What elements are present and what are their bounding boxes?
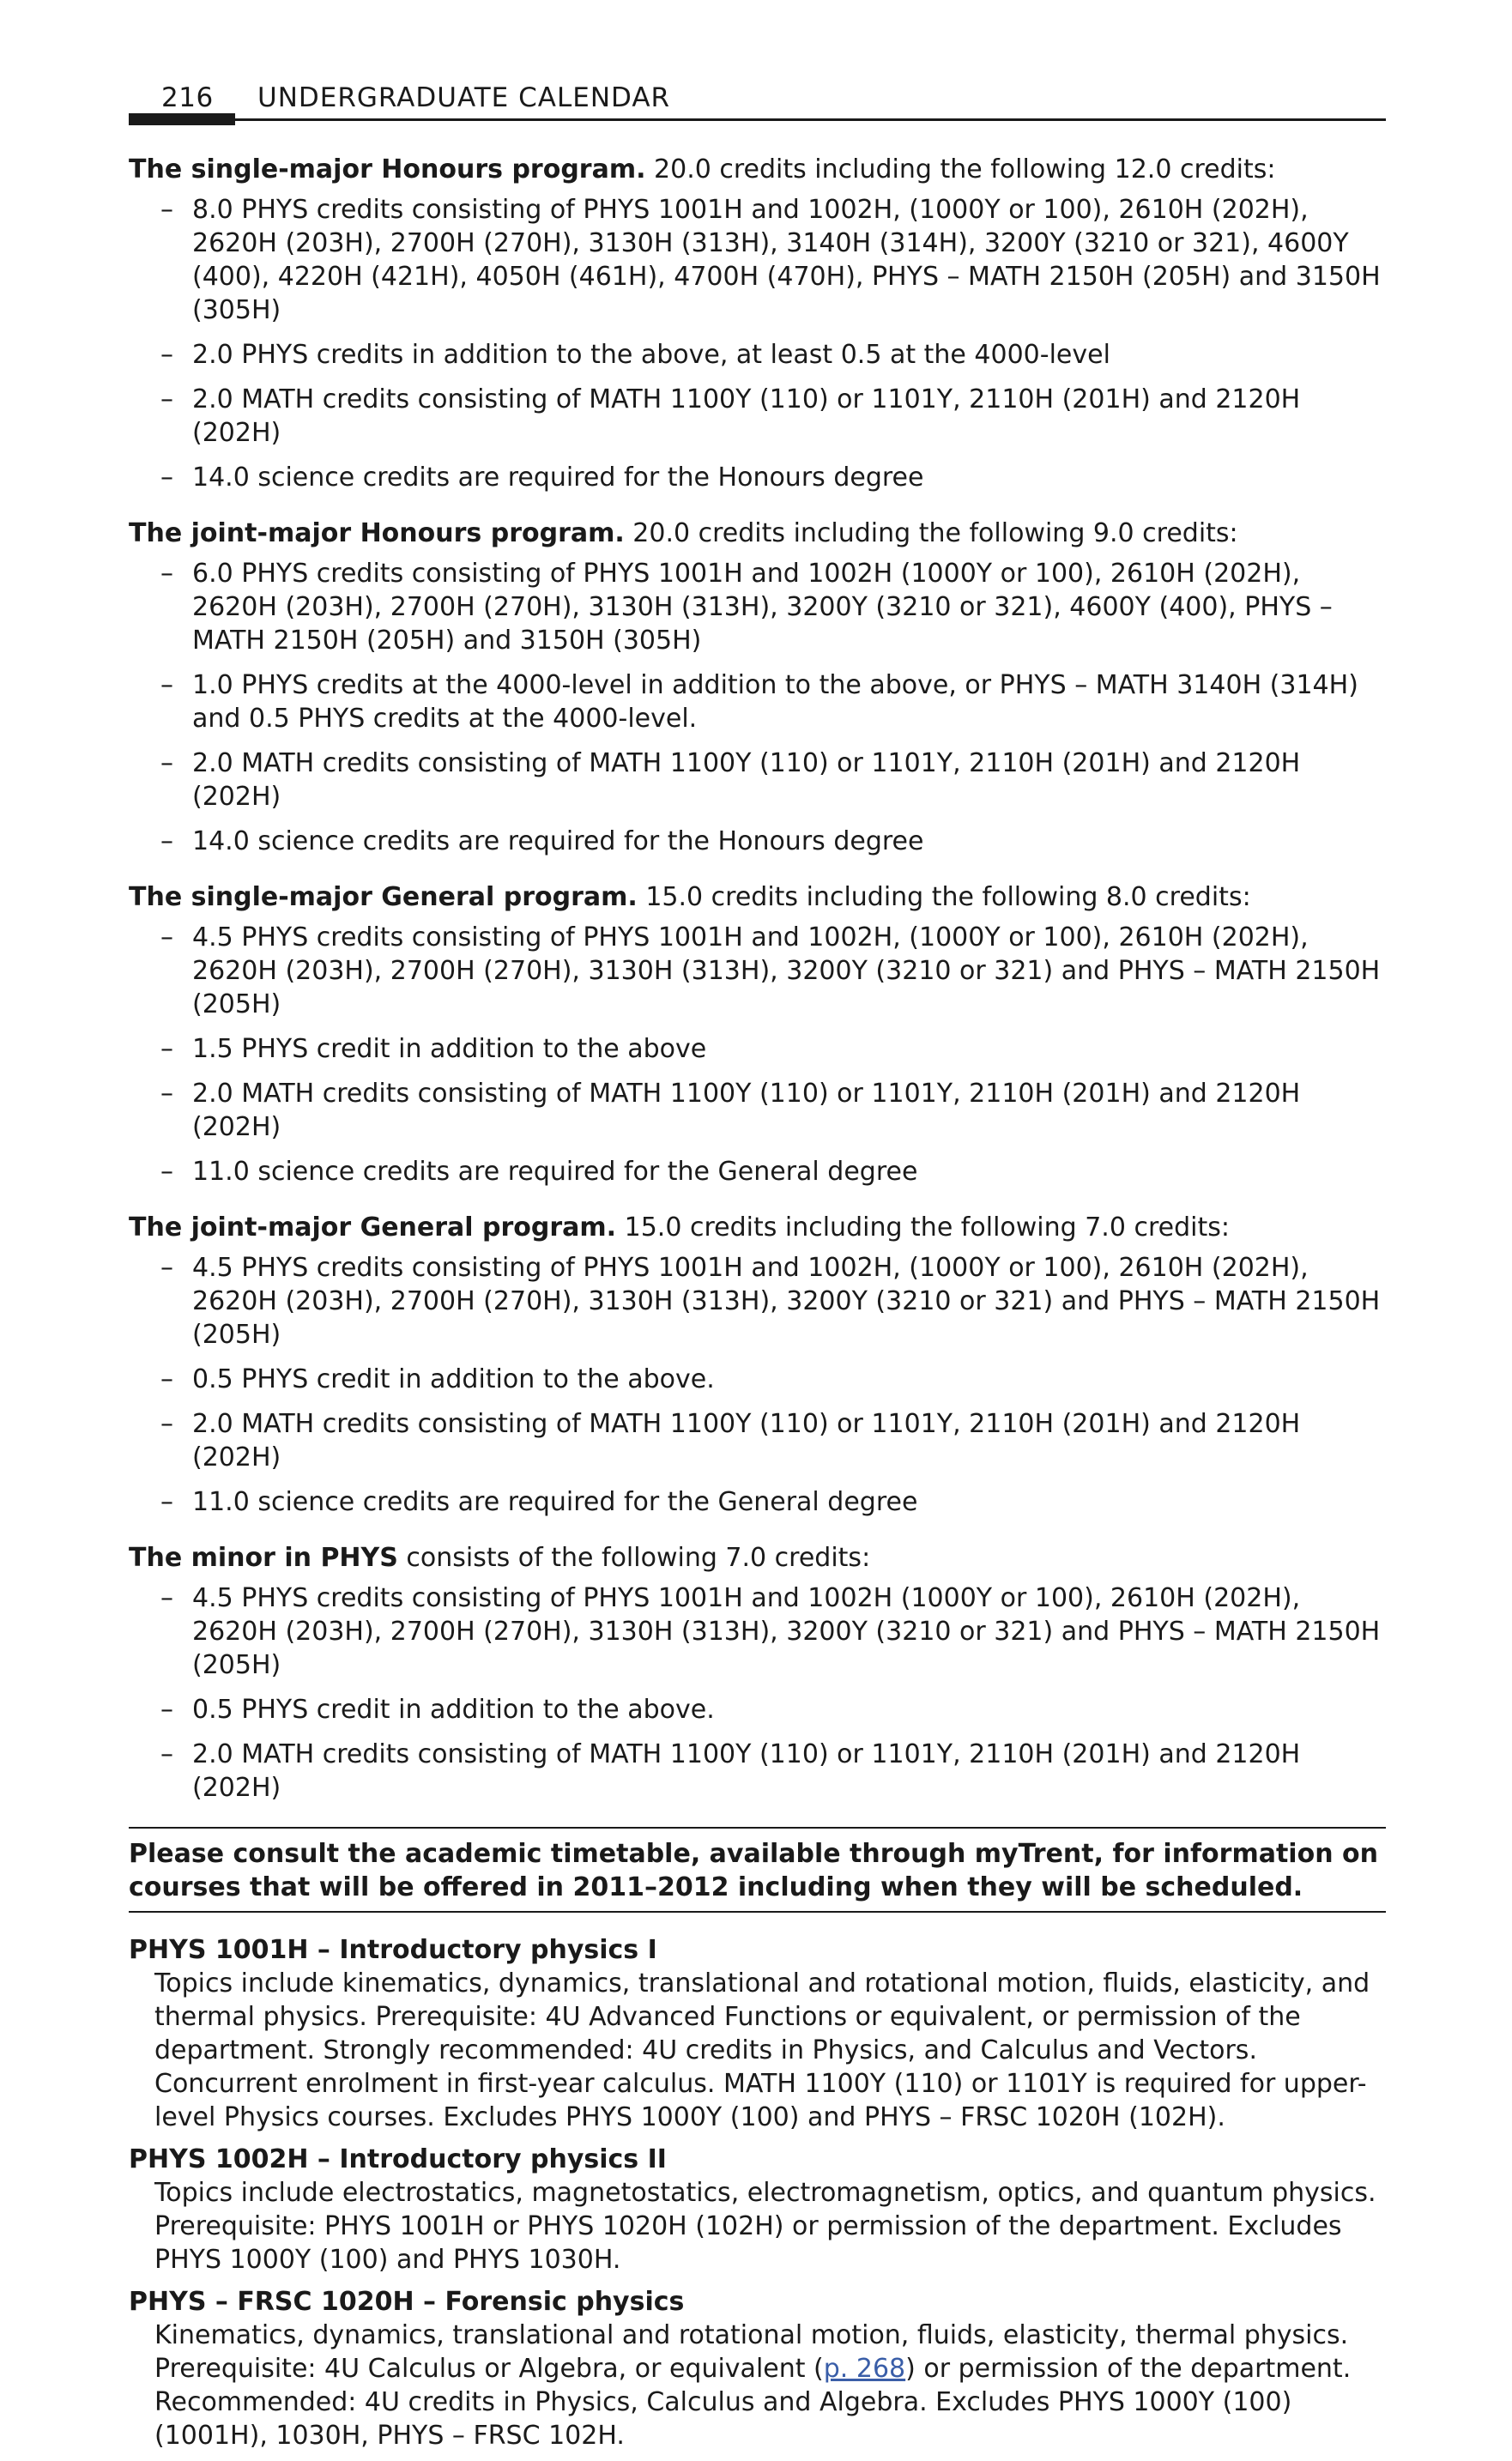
dash-bullet: – [160, 826, 173, 856]
program-heading [129, 517, 1386, 550]
requirement-text: 4.5 PHYS credits consisting of PHYS 1001H and 1002H, (1000Y or 100), 2610H (202H), 2620H (203H), 2700H (270H), 3130H (313H), 3200Y (3210 or 321) and PHYS – MATH 2150H (205H) [192, 922, 1381, 1019]
program-title: The joint-major Honours program. [129, 518, 625, 548]
dash-bullet: – [160, 1364, 173, 1394]
requirement-text: 4.5 PHYS credits consisting of PHYS 1001H and 1002H (1000Y or 100), 2610H (202H), 2620H (203H), 2700H (270H), 3130H (313H), 3200Y (3210 or 321) and PHYS – MATH 2150H (205H) [192, 1583, 1381, 1680]
program-joint-major-honours [129, 517, 1386, 858]
program-summary: 15.0 credits including the following 7.0 credits: [616, 1212, 1230, 1243]
dash-bullet: – [160, 1487, 173, 1517]
program-heading [129, 880, 1386, 914]
course-title: PHYS 1001H – Introductory physics I [129, 1935, 657, 1965]
requirement-item [129, 1738, 1386, 1805]
program-summary: 20.0 credits including the following 12.0 credits: [645, 154, 1276, 184]
requirement-list [129, 1581, 1386, 1805]
dash-bullet: – [160, 1157, 173, 1187]
requirement-text: 2.0 MATH credits consisting of MATH 1100Y (110) or 1101Y, 2110H (201H) and 2120H (202H) [192, 1079, 1301, 1142]
requirement-item [129, 747, 1386, 813]
requirement-item [129, 461, 1386, 494]
requirement-item [129, 1032, 1386, 1066]
requirement-text: 6.0 PHYS credits consisting of PHYS 1001H and 1002H (1000Y or 100), 2610H (202H), 2620H (203H), 2700H (270H), 3130H (313H), 3200Y (3210 or 321), 4600Y (400), PHYS – MATH 2150H (205H) and 3150H (305H) [192, 559, 1333, 656]
program-summary: 15.0 credits including the following 8.0 credits: [637, 882, 1251, 912]
requirement-text: 11.0 science credits are required for the General degree [192, 1157, 918, 1187]
program-heading [129, 153, 1386, 186]
requirement-item [129, 1485, 1386, 1519]
dash-bullet: – [160, 1409, 173, 1439]
requirement-text: 2.0 MATH credits consisting of MATH 1100Y (110) or 1101Y, 2110H (201H) and 2120H (202H) [192, 748, 1301, 812]
description-text: ) or permission of the department. Recommended: 4U credits in Physics, Calculus and Algebra. Excludes PHYS 1000Y (100) (1001H), 1030H, PHYS – FRSC 102H. [154, 2354, 1352, 2451]
course-description: Topics include electrostatics, magnetostatics, electromagnetism, optics, and quantum physics. Prerequisite: PHYS 1001H or PHYS 1020H (102H) or permission of the department. Excludes PHYS 1000Y (100) and PHYS 1030H. [154, 2178, 1376, 2275]
course-list [129, 1933, 1386, 2452]
requirement-text: 4.5 PHYS credits consisting of PHYS 1001H and 1002H, (1000Y or 100), 2610H (202H), 2620H (203H), 2700H (270H), 3130H (313H), 3200Y (3210 or 321) and PHYS – MATH 2150H (205H) [192, 1253, 1381, 1350]
description-text: Kinematics, dynamics, translational and rotational motion, fluids, elasticity, thermal physics. Prerequisite: 4U Calculus or Algebra, or equivalent ( [154, 2320, 1349, 2384]
course-title: PHYS 1002H – Introductory physics II [129, 2144, 667, 2174]
program-heading [129, 1541, 1386, 1575]
requirement-text: 2.0 MATH credits consisting of MATH 1100Y (110) or 1101Y, 2110H (201H) and 2120H (202H) [192, 384, 1301, 448]
program-heading [129, 1211, 1386, 1244]
requirement-item [129, 1155, 1386, 1188]
dash-bullet: – [160, 1034, 173, 1064]
requirement-text: 2.0 MATH credits consisting of MATH 1100Y (110) or 1101Y, 2110H (201H) and 2120H (202H) [192, 1739, 1301, 1803]
program-single-major-general [129, 880, 1386, 1188]
dash-bullet: – [160, 195, 173, 225]
requirement-text: 0.5 PHYS credit in addition to the above. [192, 1364, 715, 1394]
page-number: 216 [161, 82, 214, 113]
requirement-item [129, 1581, 1386, 1682]
program-summary: consists of the following 7.0 credits: [397, 1543, 871, 1573]
dash-bullet: – [160, 922, 173, 952]
course-title: PHYS – FRSC 1020H – Forensic physics [129, 2287, 685, 2317]
requirement-text: 2.0 MATH credits consisting of MATH 1100Y (110) or 1101Y, 2110H (201H) and 2120H (202H) [192, 1409, 1301, 1472]
requirement-item [129, 193, 1386, 327]
requirement-text: 11.0 science credits are required for the General degree [192, 1487, 918, 1517]
requirement-text: 1.0 PHYS credits at the 4000-level in addition to the above, or PHYS – MATH 3140H (314H) and 0.5 PHYS credits at the 4000-level. [192, 670, 1358, 734]
page-reference-link[interactable]: p. 268 [823, 2354, 906, 2384]
running-title: UNDERGRADUATE CALENDAR [257, 82, 671, 113]
program-title: The joint-major General program. [129, 1212, 617, 1243]
dash-bullet: – [160, 1253, 173, 1283]
program-title: The single-major General program. [129, 882, 638, 912]
requirement-item [129, 1407, 1386, 1474]
dash-bullet: – [160, 559, 173, 589]
requirement-text: 8.0 PHYS credits consisting of PHYS 1001H and 1002H, (1000Y or 100), 2610H (202H), 2620H (203H), 2700H (270H), 3130H (313H), 3140H (314H), 3200Y (3210 or 321), 4600Y (400), 4220H (421H), 4050H (461H), 4700H (470H), PHYS – MATH 2150H (205H) and 3150H (305H) [192, 195, 1381, 325]
requirement-text: 1.5 PHYS credit in addition to the above [192, 1034, 707, 1064]
requirement-list [129, 921, 1386, 1188]
program-summary: 20.0 credits including the following 9.0 credits: [624, 518, 1238, 548]
course-description [129, 2319, 1386, 2452]
requirement-item [129, 668, 1386, 735]
program-title: The minor in PHYS [129, 1543, 398, 1573]
program-joint-major-general [129, 1211, 1386, 1519]
requirement-list [129, 193, 1386, 494]
dash-bullet: – [160, 463, 173, 493]
timetable-notice: Please consult the academic timetable, available through myTrent, for information on courses that will be offered in 2011–2012 including when they will be scheduled. [129, 1827, 1386, 1913]
requirement-list [129, 1251, 1386, 1519]
requirement-item [129, 338, 1386, 372]
program-title: The single-major Honours program. [129, 154, 646, 184]
requirement-text: 14.0 science credits are required for the Honours degree [192, 463, 924, 493]
dash-bullet: – [160, 1695, 173, 1725]
header-rule [129, 118, 1386, 121]
course-description: Topics include kinematics, dynamics, translational and rotational motion, fluids, elasticity, and thermal physics. Prerequisite: 4U Advanced Functions or equivalent, or permission of the department. Strongly recommended: 4U credits in Physics, and Calculus and Vectors. Concurrent enrolment in first-year calculus. MATH 1100Y (110) or 1101Y is required for upper-level Physics courses. Excludes PHYS 1000Y (100) and PHYS – FRSC 1020H (102H). [154, 1968, 1370, 2132]
page-header [129, 79, 1386, 120]
requirement-text: 0.5 PHYS credit in addition to the above. [192, 1695, 715, 1725]
requirement-item [129, 825, 1386, 858]
dash-bullet: – [160, 340, 173, 370]
dash-bullet: – [160, 748, 173, 778]
course-entry [129, 2285, 1386, 2452]
requirement-item [129, 383, 1386, 450]
dash-bullet: – [160, 1739, 173, 1769]
requirement-item [129, 1077, 1386, 1144]
requirement-item [129, 557, 1386, 657]
program-minor-phys [129, 1541, 1386, 1805]
course-entry [129, 2143, 1386, 2277]
dash-bullet: – [160, 670, 173, 700]
requirement-list [129, 557, 1386, 858]
dash-bullet: – [160, 1079, 173, 1109]
dash-bullet: – [160, 1583, 173, 1613]
requirement-item [129, 1251, 1386, 1351]
course-entry [129, 1933, 1386, 2134]
requirement-item [129, 1693, 1386, 1726]
requirement-text: 14.0 science credits are required for the Honours degree [192, 826, 924, 856]
requirement-text: 2.0 PHYS credits in addition to the above, at least 0.5 at the 4000-level [192, 340, 1110, 370]
page-content [129, 153, 1386, 2461]
program-single-major-honours [129, 153, 1386, 494]
requirement-item [129, 921, 1386, 1021]
dash-bullet: – [160, 384, 173, 414]
requirement-item [129, 1363, 1386, 1396]
